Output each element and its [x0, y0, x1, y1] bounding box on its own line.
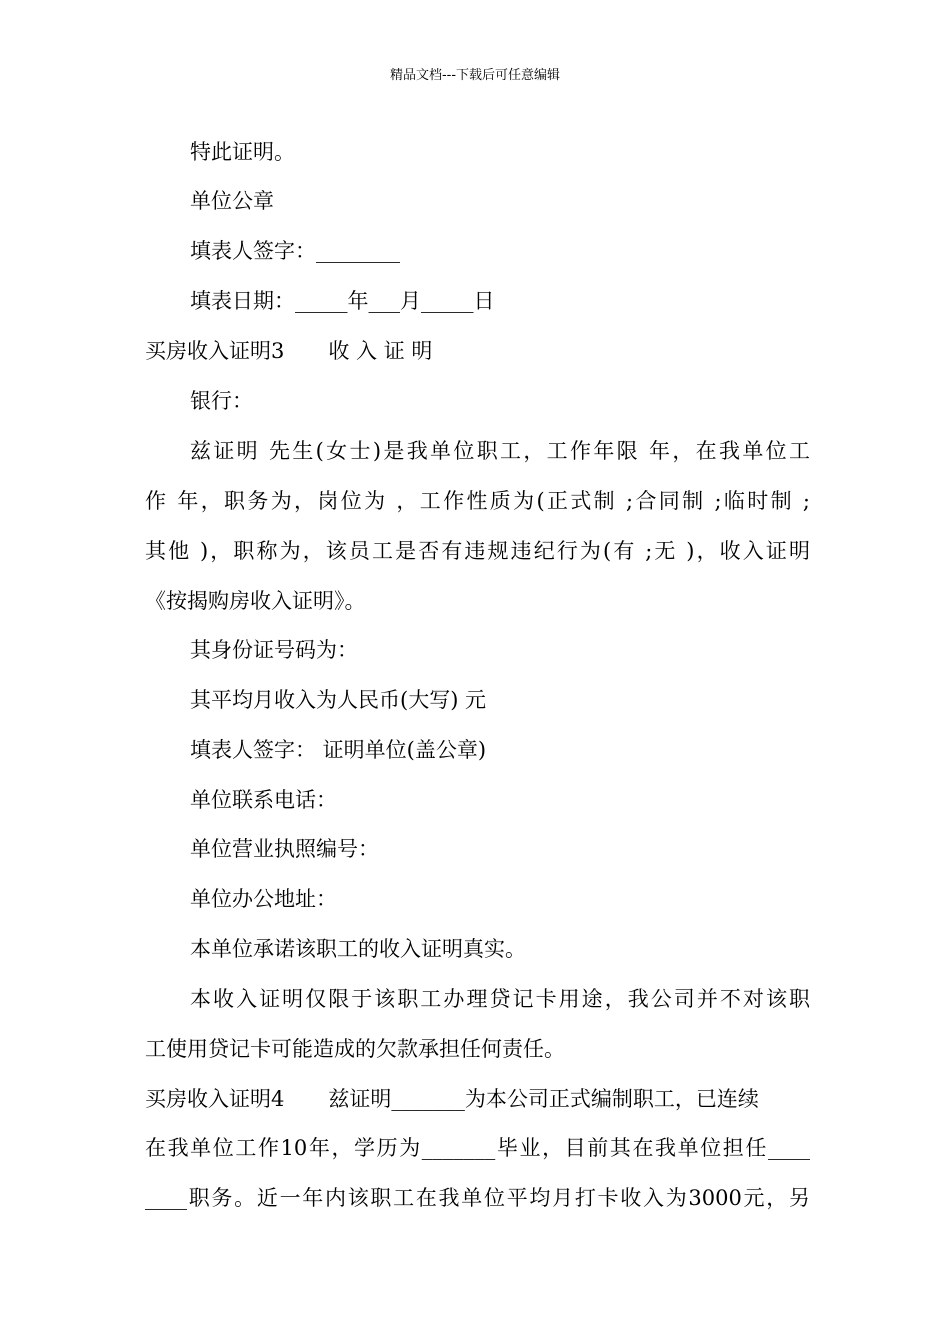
text-line: 单位办公地址： [190, 887, 337, 911]
text-segment: 兹证明_______为本公司正式编制职工，已连续 [328, 1087, 759, 1111]
text-line: 填表日期：_____年___月_____日 [190, 289, 495, 313]
text-line: 填表人签字： 证明单位(盖公章) [190, 738, 487, 762]
text-line: ____职务。近一年内该职工在我单位平均月打卡收入为3000元，另 [145, 1186, 810, 1210]
text-line: 其身份证号码为： [190, 638, 358, 662]
section-title: 买房收入证明4 [145, 1087, 285, 1111]
text-line: 本收入证明仅限于该职工办理贷记卡用途，我公司并不对该职 [190, 987, 810, 1011]
section-title: 买房收入证明3 [145, 339, 285, 363]
page-header: 精品文档---下载后可任意编辑 [389, 68, 561, 83]
text-line: 银行： [190, 389, 253, 413]
text-line: 单位联系电话： [190, 788, 337, 812]
text-line: 单位公章 [190, 189, 274, 213]
section-heading-line [145, 1084, 810, 1114]
text-line: 其他 )，职称为，该员工是否有违规违纪行为(有 ;无 )，收入证明 [145, 539, 810, 563]
text-line: 《按揭购房收入证明》。 [145, 589, 366, 613]
text-line: 单位营业执照编号： [190, 837, 379, 861]
text-line: 作 年，职务为，岗位为 ，工作性质为(正式制 ;合同制 ;临时制 ; [145, 489, 810, 513]
section-heading-line [145, 336, 810, 366]
text-line: 工使用贷记卡可能造成的欠款承担任何责任。 [145, 1037, 565, 1061]
document-title: 收 入 证 明 [328, 339, 433, 363]
text-line: 本单位承诺该职工的收入证明真实。 [190, 937, 526, 961]
text-line: 特此证明。 [190, 140, 295, 164]
text-line: 其平均月收入为人民币(大写) 元 [190, 688, 487, 712]
text-line: 填表人签字：________ [190, 239, 400, 263]
text-line: 兹证明 先生(女士)是我单位职工，工作年限 年，在我单位工 [190, 439, 810, 463]
text-line: 在我单位工作10年，学历为_______毕业，目前其在我单位担任____ [145, 1136, 810, 1160]
